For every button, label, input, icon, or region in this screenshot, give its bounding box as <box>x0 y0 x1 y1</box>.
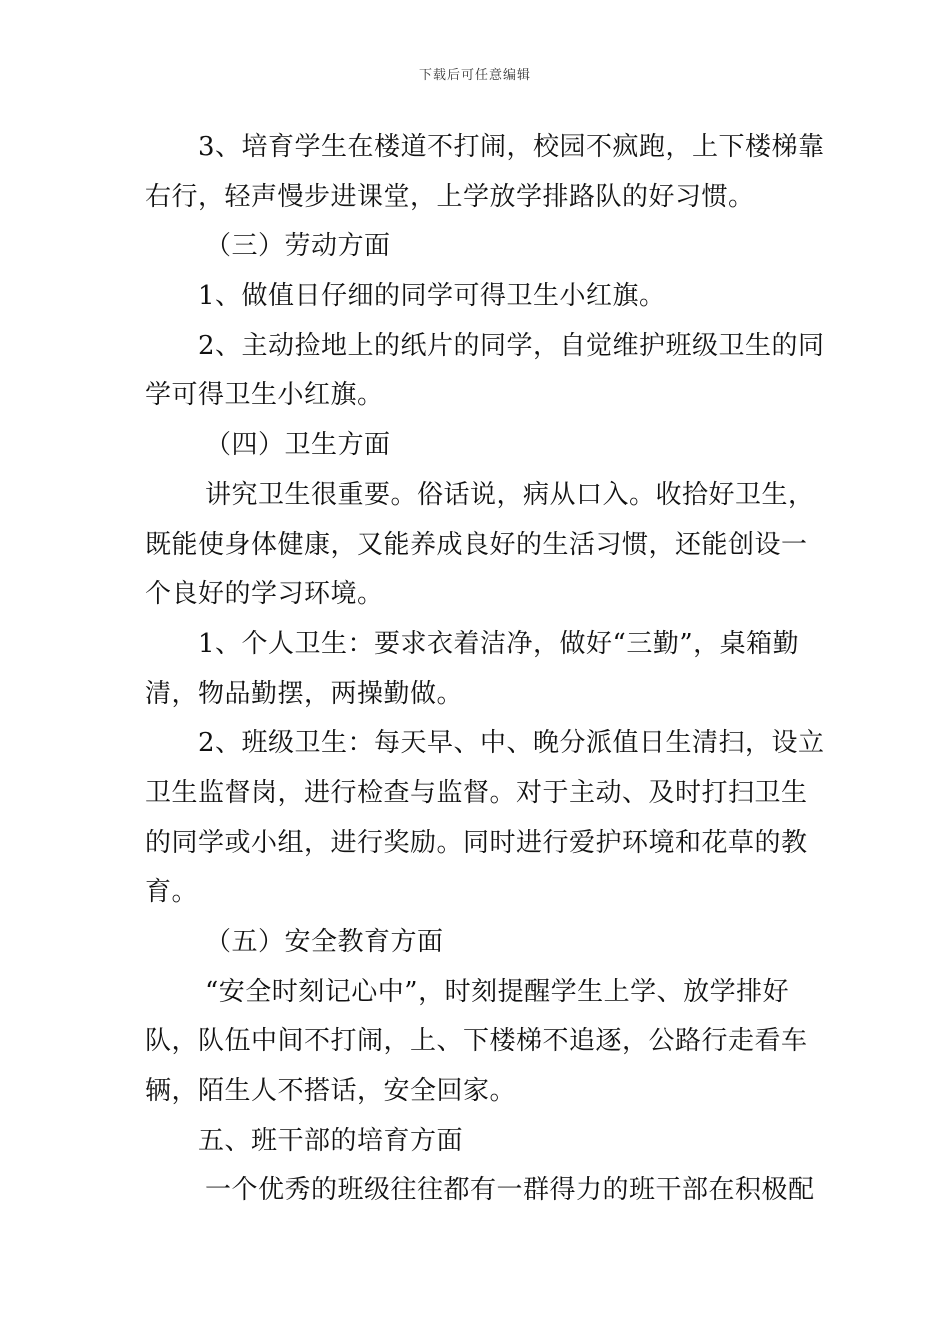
paragraph-line: 育。 <box>145 877 199 908</box>
paragraph-line: 3、培育学生在楼道不打闹，校园不疯跑，上下楼梯靠 <box>198 132 825 162</box>
section-heading: 五、班干部的培育方面 <box>198 1125 464 1156</box>
paragraph-line: 1、做值日仔细的同学可得卫生小红旗。 <box>198 281 666 312</box>
document-body <box>145 123 825 1216</box>
paragraph-line: 右行，轻声慢步进课堂，上学放学排路队的好习惯。 <box>145 181 755 212</box>
paragraph-line: 队，队伍中间不打闹，上、下楼梯不追逐，公路行走看车 <box>145 1026 808 1057</box>
paragraph-line: 的同学或小组，进行奖励。同时进行爱护环境和花草的教 <box>145 827 808 858</box>
paragraph-line: 清，物品勤摆，两操勤做。 <box>145 678 464 709</box>
paragraph-line: 1、个人卫生：要求衣着洁净，做好“三勤”，桌箱勤 <box>198 628 800 659</box>
paragraph-line: 辆，陌生人不搭话，安全回家。 <box>145 1076 517 1107</box>
page-header: 下载后可任意编辑 <box>418 68 531 83</box>
section-heading: （三）劳动方面 <box>205 231 391 262</box>
section-heading: （五）安全教育方面 <box>205 927 444 957</box>
paragraph-line: 讲究卫生很重要。俗话说，病从口入。收拾好卫生， <box>205 479 815 510</box>
paragraph-line: 既能使身体健康，又能养成良好的生活习惯，还能创设一 <box>145 529 808 560</box>
paragraph-line: 学可得卫生小红旗。 <box>145 380 384 411</box>
paragraph-line: 个良好的学习环境。 <box>145 579 384 610</box>
paragraph-line: 卫生监督岗，进行检查与监督。对于主动、及时打扫卫生 <box>145 777 808 808</box>
paragraph-line: “安全时刻记心中”，时刻提醒学生上学、放学排好 <box>205 976 790 1007</box>
paragraph-line: 2、主动捡地上的纸片的同学，自觉维护班级卫生的同 <box>198 330 825 361</box>
paragraph-line: 一个优秀的班级往往都有一群得力的班干部在积极配 <box>205 1175 815 1206</box>
paragraph-line: 2、班级卫生：每天早、中、晚分派值日生清扫，设立 <box>198 728 825 759</box>
section-heading: （四）卫生方面 <box>205 430 391 461</box>
